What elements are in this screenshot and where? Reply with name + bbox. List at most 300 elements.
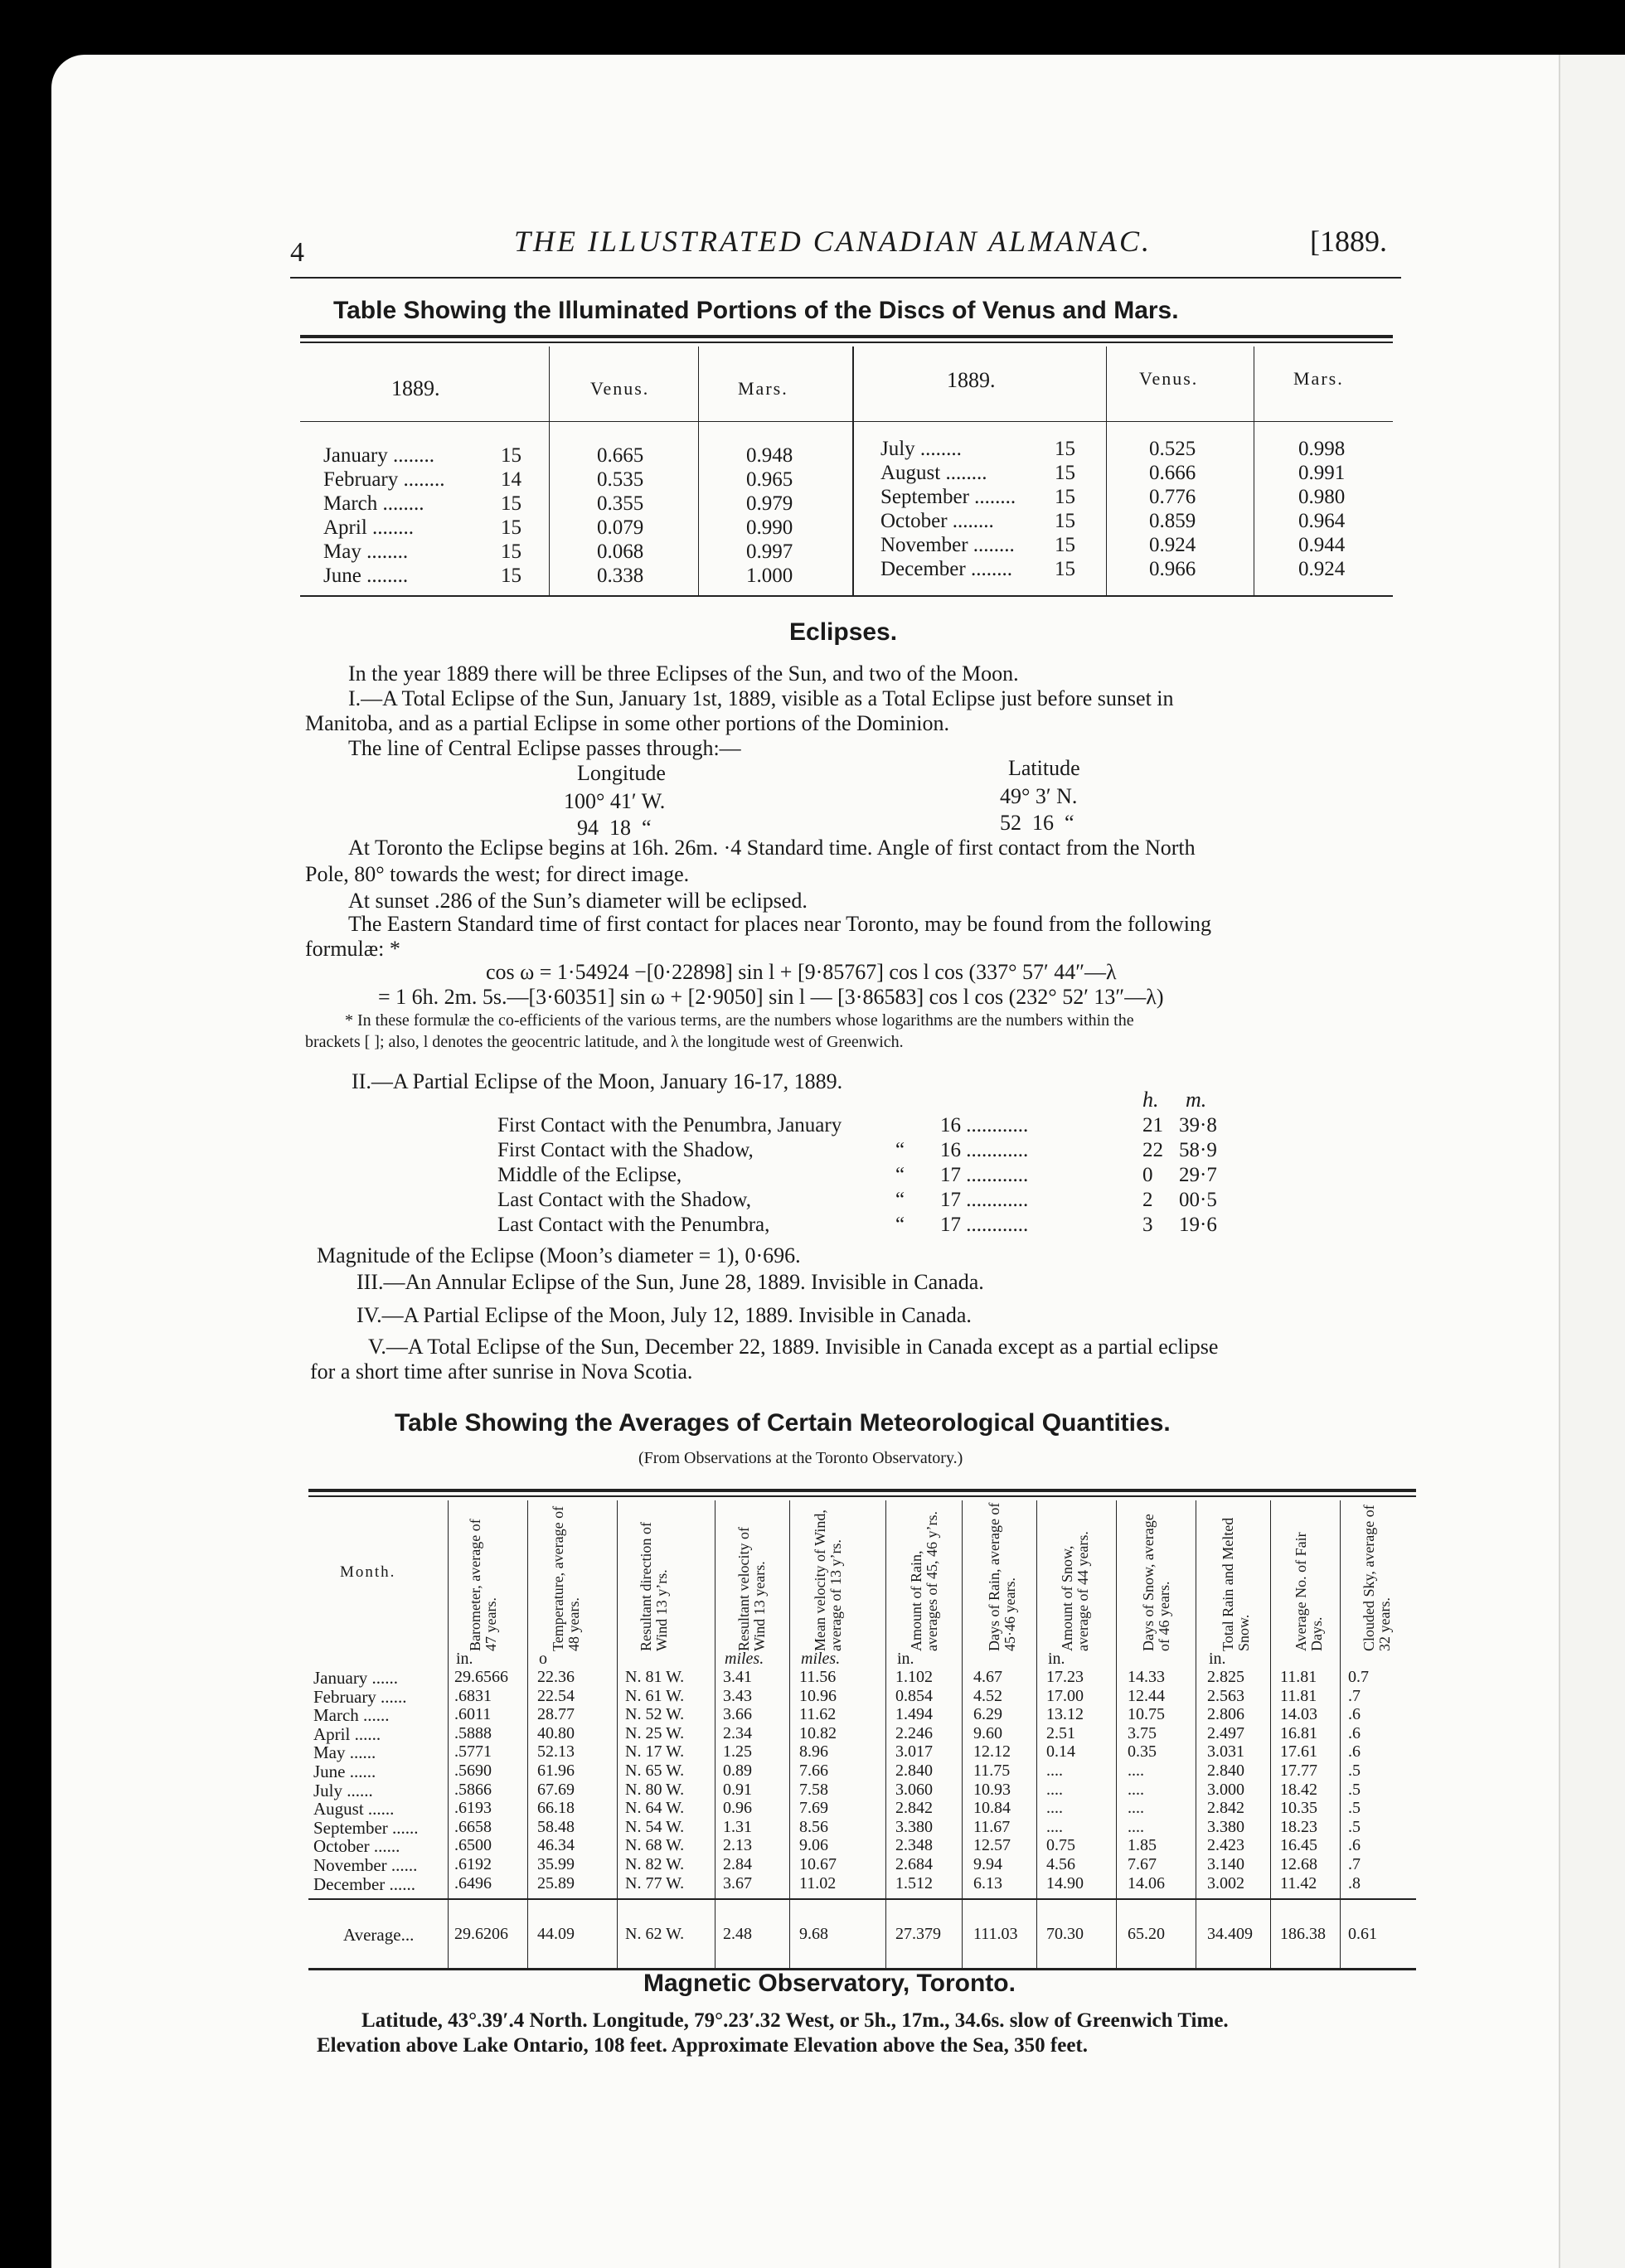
- meteo-cell: .6: [1348, 1836, 1361, 1855]
- meteo-cell: .6193: [454, 1799, 492, 1818]
- vm-mars-value: 0.997: [746, 540, 793, 563]
- vm-venus-value: 0.068: [597, 540, 644, 563]
- meteo-cell: 6.13: [973, 1873, 1002, 1892]
- meteo-cell: 3.43: [723, 1686, 752, 1705]
- vm-mars-value: 0.990: [746, 516, 793, 539]
- meteo-cell: 14.06: [1128, 1873, 1165, 1892]
- meteo-cell: 10.96: [799, 1686, 837, 1705]
- meteo-cell: 17.77: [1280, 1762, 1317, 1780]
- meteo-average-rule: [308, 1898, 1416, 1900]
- meteo-cell: 18.42: [1280, 1780, 1317, 1799]
- meteo-cell: 9.06: [799, 1836, 828, 1855]
- longitude-2: 94 18 “: [577, 816, 652, 840]
- meteo-cell: 3.41: [723, 1668, 752, 1686]
- vm-month: April ........: [323, 516, 415, 539]
- meteo-cell: 2.842: [895, 1799, 933, 1818]
- meteo-cell: 1.31: [723, 1817, 752, 1836]
- meteo-cell: 6.29: [973, 1705, 1002, 1724]
- vm-top-rule: [300, 335, 1393, 338]
- vm-day: 15: [1055, 534, 1075, 556]
- meteo-cell: 12.12: [973, 1742, 1011, 1762]
- meteo-cell: 1.512: [895, 1873, 933, 1892]
- meteo-cell: 2.84: [723, 1855, 752, 1873]
- vm-venus-value: 0.535: [597, 468, 644, 491]
- meteo-unit: in.: [1209, 1650, 1226, 1668]
- vm-venus-value: 0.924: [1149, 534, 1196, 556]
- page-edge: [1559, 55, 1625, 2268]
- meteo-average-cell: 0.61: [1348, 1925, 1377, 1943]
- eclipse-4: IV.—A Partial Eclipse of the Moon, July 12, 1889. Invisible in Canada.: [357, 1303, 972, 1327]
- meteo-month: June ......: [313, 1762, 376, 1781]
- vm-month: July ........: [880, 438, 962, 460]
- meteo-cell: 14.33: [1128, 1668, 1165, 1686]
- meteo-cell: 14.03: [1280, 1705, 1317, 1724]
- vm-vrule: [1106, 346, 1107, 595]
- vm-venus-value: 0.338: [597, 565, 644, 587]
- vm-day: 14: [501, 468, 521, 491]
- meteo-cell: 2.348: [895, 1836, 933, 1855]
- central-line: The line of Central Eclipse passes through:—: [348, 736, 741, 760]
- meteo-column-header: Amount of Rain, averages of 45, 46 y’rs.: [908, 1511, 940, 1651]
- vm-mars-value: 0.998: [1298, 438, 1346, 460]
- vm-month: December ........: [880, 558, 1012, 580]
- meteo-cell: 4.56: [1046, 1855, 1075, 1873]
- meteo-cell: 0.91: [723, 1780, 752, 1799]
- meteo-cell: .5: [1348, 1799, 1361, 1818]
- meteo-cell: 0.89: [723, 1762, 752, 1780]
- latitude-1: 49° 3′ N.: [1000, 784, 1078, 808]
- meteo-cell: ....: [1128, 1799, 1144, 1818]
- meteo-cell: 12.44: [1128, 1686, 1165, 1705]
- meteo-cell: 9.60: [973, 1723, 1002, 1742]
- meteo-cell: ....: [1046, 1780, 1063, 1799]
- contact-ditto: “: [895, 1214, 905, 1236]
- contact-hours: 0: [1142, 1164, 1153, 1186]
- contact-label: Last Contact with the Penumbra,: [497, 1214, 770, 1236]
- meteo-cell: 2.563: [1207, 1686, 1244, 1705]
- meteo-column-header: Resultant direction of Wind 13 y’rs.: [638, 1522, 670, 1651]
- contact-label: Last Contact with the Shadow,: [497, 1189, 751, 1211]
- meteo-top-rule-2: [308, 1495, 1416, 1497]
- meteo-cell: N. 80 W.: [625, 1780, 685, 1799]
- magnetic-line-2: Elevation above Lake Ontario, 108 feet. Approximate Elevation above the Sea, 350 feet.: [317, 2034, 1089, 2057]
- meteo-cell: 8.96: [799, 1742, 828, 1762]
- vm-month: May ........: [323, 540, 409, 563]
- meteo-average-cell: 65.20: [1128, 1925, 1165, 1943]
- meteo-cell: 1.25: [723, 1742, 752, 1762]
- meteo-cell: 22.54: [537, 1686, 575, 1705]
- meteo-cell: 2.246: [895, 1723, 933, 1742]
- meteo-cell: ....: [1128, 1780, 1144, 1799]
- vm-mars-left: Mars.: [738, 378, 788, 399]
- meteo-average-cell: 44.09: [537, 1925, 575, 1943]
- meteo-cell: 13.12: [1046, 1705, 1084, 1724]
- meteo-cell: 3.380: [1207, 1817, 1244, 1836]
- running-title: THE ILLUSTRATED CANADIAN ALMANAC.: [514, 225, 1152, 258]
- meteo-cell: 7.69: [799, 1799, 828, 1818]
- vm-day: 15: [1055, 438, 1075, 460]
- vm-day: 15: [1055, 486, 1075, 508]
- vm-vrule: [549, 346, 550, 595]
- latitude-label: Latitude: [1008, 756, 1080, 780]
- meteo-cell: 16.81: [1280, 1723, 1317, 1742]
- vm-mars-value: 0.948: [746, 444, 793, 467]
- meteo-cell: N. 65 W.: [625, 1762, 685, 1780]
- meteo-cell: N. 54 W.: [625, 1817, 685, 1836]
- formula-2: = 1 6h. 2m. 5s.—[3·60351] sin ω + [2·9050] sin l — [3·86583] cos l cos (232° 52′ 13″—λ): [378, 985, 1164, 1009]
- meteo-average-cell: 186.38: [1280, 1925, 1326, 1943]
- meteo-cell: 3.002: [1207, 1873, 1244, 1892]
- meteo-cell: N. 64 W.: [625, 1799, 685, 1818]
- vm-day: 15: [1055, 462, 1075, 484]
- eclipse-1-a: I.—A Total Eclipse of the Sun, January 1st, 1889, visible as a Total Eclipse just before sunset in: [348, 686, 1174, 710]
- contact-ditto: “: [895, 1139, 905, 1161]
- vm-day: 15: [1055, 510, 1075, 532]
- vm-year-left: 1889.: [391, 376, 440, 400]
- contact-ditto: “: [895, 1189, 905, 1211]
- meteo-cell: 2.842: [1207, 1799, 1244, 1818]
- meteo-cell: 11.56: [799, 1668, 837, 1686]
- meteo-cell: 14.90: [1046, 1873, 1084, 1892]
- vm-venus-value: 0.079: [597, 516, 644, 539]
- vm-month: October ........: [880, 510, 994, 532]
- meteo-unit: o: [539, 1650, 547, 1668]
- meteo-month: November ......: [313, 1855, 418, 1875]
- vm-venus-value: 0.355: [597, 492, 644, 515]
- vm-mars-value: 0.991: [1298, 462, 1346, 484]
- vm-venus-value: 0.666: [1149, 462, 1196, 484]
- vm-mars-value: 0.979: [746, 492, 793, 515]
- meteo-cell: .5866: [454, 1780, 492, 1799]
- meteo-cell: .7: [1348, 1855, 1361, 1873]
- vm-month: June ........: [323, 565, 409, 587]
- vm-venus-value: 0.966: [1149, 558, 1196, 580]
- meteo-month: January ......: [313, 1668, 399, 1688]
- vm-month: September ........: [880, 486, 1016, 508]
- meteo-cell: 11.81: [1280, 1686, 1317, 1705]
- meteo-cell: 2.13: [723, 1836, 752, 1855]
- meteo-average-label: Average...: [343, 1925, 415, 1945]
- meteo-cell: 3.017: [895, 1742, 933, 1762]
- meteo-cell: 61.96: [537, 1762, 575, 1780]
- meteo-cell: 10.93: [973, 1780, 1011, 1799]
- meteo-cell: N. 61 W.: [625, 1686, 685, 1705]
- meteo-cell: 3.000: [1207, 1780, 1244, 1799]
- meteo-column-header: Mean velocity of Wind, average of 13 y’rs.: [812, 1510, 844, 1651]
- meteo-cell: 40.80: [537, 1723, 575, 1742]
- meteo-cell: 12.68: [1280, 1855, 1317, 1873]
- vm-day: 15: [501, 492, 521, 515]
- meteo-cell: 4.52: [973, 1686, 1002, 1705]
- meteo-cell: 0.854: [895, 1686, 933, 1705]
- vm-mars-value: 0.964: [1298, 510, 1346, 532]
- meteo-cell: 4.67: [973, 1668, 1002, 1686]
- footnote-b: brackets [ ]; also, l denotes the geocentric latitude, and λ the longitude west of Greenwich.: [305, 1033, 904, 1051]
- meteo-cell: .5888: [454, 1723, 492, 1742]
- meteo-column-header: Days of Rain, average of 45·46 years.: [986, 1502, 1018, 1651]
- contact-day: 16 ............: [940, 1114, 1029, 1136]
- meteo-cell: 9.94: [973, 1855, 1002, 1873]
- running-year: [1889.: [1310, 225, 1387, 258]
- meteo-cell: ....: [1046, 1762, 1063, 1780]
- vm-mars-value: 0.980: [1298, 486, 1346, 508]
- meteo-cell: .5771: [454, 1742, 492, 1762]
- page-number: 4: [290, 237, 304, 268]
- meteo-average-cell: 27.379: [895, 1925, 941, 1943]
- meteo-cell: 10.84: [973, 1799, 1011, 1818]
- magnitude: Magnitude of the Eclipse (Moon’s diameter = 1), 0·696.: [317, 1243, 801, 1267]
- meteo-cell: 7.66: [799, 1762, 828, 1780]
- meteo-column-header: Amount of Snow, average of 44 years.: [1059, 1531, 1091, 1651]
- meteo-cell: 22.36: [537, 1668, 575, 1686]
- meteo-cell: 12.57: [973, 1836, 1011, 1855]
- footnote-a: * In these formulæ the co-efficients of the various terms, are the numbers whose logarithms are the numbers within the: [345, 1011, 1134, 1030]
- meteo-cell: N. 77 W.: [625, 1873, 685, 1892]
- meteo-cell: 46.34: [537, 1836, 575, 1855]
- meteo-cell: ....: [1046, 1817, 1063, 1836]
- contact-day: 17 ............: [940, 1214, 1029, 1236]
- meteo-cell: .5: [1348, 1780, 1361, 1799]
- meteo-cell: N. 25 W.: [625, 1723, 685, 1742]
- contact-hours: 22: [1142, 1139, 1163, 1161]
- meteo-unit: miles.: [725, 1650, 764, 1668]
- toronto-a: At Toronto the Eclipse begins at 16h. 26m. ·4 Standard time. Angle of first contact from the North: [348, 836, 1196, 860]
- vm-day: 15: [501, 516, 521, 539]
- longitude-1: 100° 41′ W.: [564, 789, 666, 813]
- vm-day: 15: [1055, 558, 1075, 580]
- meteo-cell: ....: [1046, 1799, 1063, 1818]
- meteo-column-header: Total Rain and Melted Snow.: [1220, 1517, 1252, 1651]
- meteo-month: August ......: [313, 1799, 395, 1820]
- meteo-subtitle: (From Observations at the Toronto Observatory.): [638, 1449, 963, 1467]
- meteo-month: May ......: [313, 1742, 376, 1763]
- meteo-title: Table Showing the Averages of Certain Meteorological Quantities.: [395, 1409, 1171, 1437]
- meteo-cell: 18.23: [1280, 1817, 1317, 1836]
- meteo-cell: 2.423: [1207, 1836, 1244, 1855]
- vm-mars-value: 0.965: [746, 468, 793, 491]
- formula-1: cos ω = 1·54924 −[0·22898] sin l + [9·85767] cos l cos (337° 57′ 44″—λ: [486, 960, 1117, 984]
- magnetic-line-1: Latitude, 43°.39′.4 North. Longitude, 79°.23′.32 West, or 5h., 17m., 34.6s. slow of Greenwich Time.: [361, 2009, 1229, 2032]
- eastern-b: formulæ: *: [305, 937, 400, 961]
- eclipse-3: III.—An Annular Eclipse of the Sun, June 28, 1889. Invisible in Canada.: [357, 1270, 984, 1294]
- meteo-cell: N. 17 W.: [625, 1742, 685, 1762]
- meteo-cell: .6658: [454, 1817, 492, 1836]
- meteo-cell: 0.75: [1046, 1836, 1075, 1855]
- meteo-cell: 10.67: [799, 1855, 837, 1873]
- meteo-average-cell: 29.6206: [454, 1925, 508, 1943]
- meteo-cell: 17.23: [1046, 1668, 1084, 1686]
- meteo-cell: 3.67: [723, 1873, 752, 1892]
- vm-day: 15: [501, 540, 521, 563]
- meteo-cell: 0.7: [1348, 1668, 1369, 1686]
- meteo-month: September ......: [313, 1817, 419, 1838]
- meteo-cell: 3.140: [1207, 1855, 1244, 1873]
- meteo-cell: 2.497: [1207, 1723, 1244, 1742]
- vm-venus-value: 0.859: [1149, 510, 1196, 532]
- vm-venus-left: Venus.: [590, 378, 650, 399]
- meteo-cell: 1.102: [895, 1668, 933, 1686]
- meteo-cell: .5: [1348, 1762, 1361, 1780]
- vm-day: 15: [501, 565, 521, 587]
- meteo-cell: 17.61: [1280, 1742, 1317, 1762]
- meteo-cell: 67.69: [537, 1780, 575, 1799]
- meteo-cell: .6011: [454, 1705, 492, 1724]
- meteo-cell: .6: [1348, 1723, 1361, 1742]
- h-label: h.: [1142, 1088, 1159, 1112]
- vm-day: 15: [501, 444, 521, 467]
- meteo-cell: 0.35: [1128, 1742, 1157, 1762]
- meteo-cell: 10.35: [1280, 1799, 1317, 1818]
- meteo-cell: .6: [1348, 1705, 1361, 1724]
- contact-minutes: 39·8: [1179, 1114, 1217, 1136]
- meteo-cell: 25.89: [537, 1873, 575, 1892]
- meteo-cell: 11.75: [973, 1762, 1011, 1780]
- contact-label: First Contact with the Penumbra, January: [497, 1114, 842, 1136]
- meteo-cell: 3.66: [723, 1705, 752, 1724]
- contact-minutes: 00·5: [1179, 1189, 1217, 1211]
- meteo-cell: 3.75: [1128, 1723, 1157, 1742]
- meteo-column-header: Temperature, average of 48 years.: [550, 1505, 582, 1651]
- meteo-cell: N. 81 W.: [625, 1668, 685, 1686]
- meteo-cell: 2.825: [1207, 1668, 1244, 1686]
- meteo-cell: 58.48: [537, 1817, 575, 1836]
- meteo-cell: 3.380: [895, 1817, 933, 1836]
- meteo-cell: .5690: [454, 1762, 492, 1780]
- vm-mars-value: 1.000: [746, 565, 793, 587]
- contact-hours: 3: [1142, 1214, 1153, 1236]
- meteo-column-header: Average No. of Fair Days.: [1293, 1532, 1325, 1651]
- meteo-cell: .5: [1348, 1817, 1361, 1836]
- meteo-cell: 3.031: [1207, 1742, 1244, 1762]
- eastern-a: The Eastern Standard time of first contact for places near Toronto, may be found from the following: [348, 912, 1211, 936]
- contact-day: 16 ............: [940, 1139, 1029, 1161]
- meteo-cell: 10.75: [1128, 1705, 1165, 1724]
- meteo-month: March ......: [313, 1705, 390, 1726]
- meteo-cell: .8: [1348, 1873, 1361, 1892]
- meteo-cell: 2.840: [895, 1762, 933, 1780]
- meteo-top-rule: [308, 1489, 1416, 1492]
- meteo-cell: 11.81: [1280, 1668, 1317, 1686]
- meteo-cell: 3.060: [895, 1780, 933, 1799]
- meteo-cell: 28.77: [537, 1705, 575, 1724]
- vm-mars-right: Mars.: [1293, 368, 1344, 389]
- sunset-line: At sunset .286 of the Sun’s diameter will be eclipsed.: [348, 889, 808, 913]
- meteo-month: October ......: [313, 1836, 400, 1857]
- meteo-unit: in.: [456, 1650, 473, 1668]
- meteo-average-cell: 34.409: [1207, 1925, 1253, 1943]
- contact-ditto: “: [895, 1164, 905, 1186]
- eclipse-5-b: for a short time after sunrise in Nova Scotia.: [310, 1359, 693, 1384]
- meteo-cell: 7.58: [799, 1780, 828, 1799]
- meteo-column-header: Barometer, average of 47 years.: [467, 1519, 499, 1651]
- header-rule: [290, 277, 1401, 279]
- eclipses-title: Eclipses.: [789, 618, 898, 646]
- meteo-cell: .7: [1348, 1686, 1361, 1705]
- meteo-cell: 1.85: [1128, 1836, 1157, 1855]
- vm-vrule: [698, 346, 699, 595]
- meteo-column-header: Days of Snow, average of 46 years.: [1140, 1514, 1172, 1651]
- meteo-cell: 1.494: [895, 1705, 933, 1724]
- contact-minutes: 29·7: [1179, 1164, 1217, 1186]
- meteo-average-cell: 2.48: [723, 1925, 752, 1943]
- eclipse-2: II.—A Partial Eclipse of the Moon, January 16-17, 1889.: [352, 1069, 843, 1093]
- meteo-unit: in.: [897, 1650, 914, 1668]
- contact-label: Middle of the Eclipse,: [497, 1164, 682, 1186]
- eclipse-1-b: Manitoba, and as a partial Eclipse in some other portions of the Dominion.: [305, 711, 949, 735]
- vm-month: March ........: [323, 492, 424, 515]
- page-sheet: [51, 55, 1625, 2268]
- meteo-cell: 2.51: [1046, 1723, 1075, 1742]
- vm-year-right: 1889.: [947, 368, 996, 392]
- meteo-cell: 66.18: [537, 1799, 575, 1818]
- meteo-average-cell: 111.03: [973, 1925, 1018, 1943]
- vm-month: August ........: [880, 462, 987, 484]
- meteo-cell: 7.67: [1128, 1855, 1157, 1873]
- meteo-cell: 16.45: [1280, 1836, 1317, 1855]
- meteo-cell: ....: [1128, 1762, 1144, 1780]
- vm-mars-value: 0.924: [1298, 558, 1346, 580]
- meteo-cell: N. 82 W.: [625, 1855, 685, 1873]
- meteo-cell: 29.6566: [454, 1668, 508, 1686]
- meteo-average-cell: 9.68: [799, 1925, 828, 1943]
- vm-venus-value: 0.525: [1149, 438, 1196, 460]
- meteo-cell: 8.56: [799, 1817, 828, 1836]
- contact-minutes: 19·6: [1179, 1214, 1217, 1236]
- meteo-cell: 11.67: [973, 1817, 1011, 1836]
- m-label: m.: [1186, 1088, 1207, 1112]
- vm-header-rule: [300, 421, 1393, 422]
- contact-hours: 2: [1142, 1189, 1153, 1211]
- vm-vrule: [852, 346, 854, 595]
- eclipse-5-a: V.—A Total Eclipse of the Sun, December 22, 1889. Invisible in Canada except as a partial eclipse: [368, 1335, 1219, 1359]
- meteo-cell: 10.82: [799, 1723, 837, 1742]
- vm-top-rule-2: [300, 342, 1393, 343]
- meteo-cell: 35.99: [537, 1855, 575, 1873]
- month-header: Month.: [340, 1563, 396, 1581]
- meteo-cell: N. 52 W.: [625, 1705, 685, 1724]
- meteo-month: July ......: [313, 1780, 373, 1800]
- meteo-month: February ......: [313, 1686, 407, 1707]
- meteo-cell: .6831: [454, 1686, 492, 1705]
- vm-venus-value: 0.665: [597, 444, 644, 467]
- meteo-cell: .6192: [454, 1855, 492, 1873]
- meteo-cell: .6500: [454, 1836, 492, 1855]
- meteo-cell: 11.02: [799, 1873, 837, 1892]
- contact-minutes: 58·9: [1179, 1139, 1217, 1161]
- meteo-cell: 2.34: [723, 1723, 752, 1742]
- meteo-cell: 0.96: [723, 1799, 752, 1818]
- meteo-unit: in.: [1048, 1650, 1065, 1668]
- contact-day: 17 ............: [940, 1189, 1029, 1211]
- toronto-b: Pole, 80° towards the west; for direct image.: [305, 862, 690, 886]
- meteo-month: December ......: [313, 1873, 416, 1894]
- meteo-cell: 11.42: [1280, 1873, 1317, 1892]
- meteo-month: April ......: [313, 1723, 381, 1744]
- contact-label: First Contact with the Shadow,: [497, 1139, 754, 1161]
- magnetic-title: Magnetic Observatory, Toronto.: [643, 1970, 1016, 1997]
- meteo-cell: 52.13: [537, 1742, 575, 1762]
- meteo-cell: 11.62: [799, 1705, 837, 1724]
- vm-month: February ........: [323, 468, 445, 491]
- longitude-label: Longitude: [577, 761, 666, 785]
- meteo-cell: 17.00: [1046, 1686, 1084, 1705]
- meteo-cell: 0.14: [1046, 1742, 1075, 1762]
- meteo-column-header: Clouded Sky, average of 32 years.: [1361, 1505, 1393, 1651]
- meteo-cell: N. 68 W.: [625, 1836, 685, 1855]
- meteo-unit: miles.: [801, 1650, 841, 1668]
- meteo-cell: 2.806: [1207, 1705, 1244, 1724]
- latitude-2: 52 16 “: [1000, 811, 1074, 835]
